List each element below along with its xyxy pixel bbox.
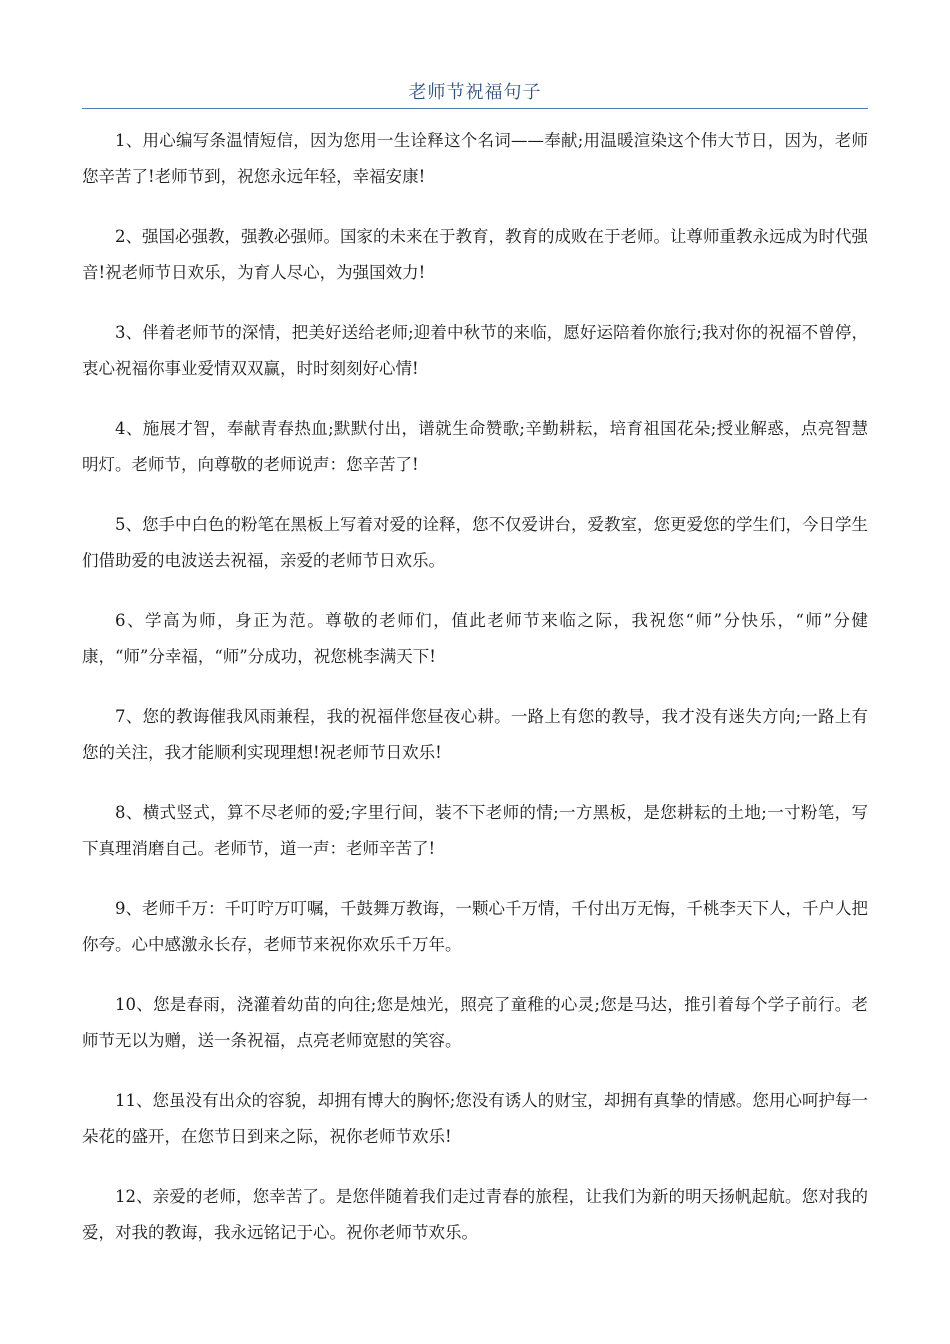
paragraph-6: 6、学高为师，身正为范。尊敬的老师们，值此老师节来临之际，我祝您“师”分快乐，“师”分健康，“师”分幸福，“师”分成功，祝您桃李满天下! [82,611,868,666]
paragraph-7: 7、您的教诲催我风雨兼程，我的祝福伴您昼夜心耕。一路上有您的教导，我才没有迷失方向;一路上有您的关注，我才能顺利实现理想!祝老师节日欢乐! [82,707,868,762]
paragraph-1: 1、用心编写条温情短信，因为您用一生诠释这个名词——奉献;用温暖渲染这个伟大节日，因为，老师您辛苦了!老师节到，祝您永远年轻，幸福安康! [82,131,868,186]
title-underline [82,108,868,109]
paragraph-10: 10、您是春雨，浇灌着幼苗的向往;您是烛光，照亮了童稚的心灵;您是马达，推引着每个学子前行。老师节无以为赠，送一条祝福，点亮老师宽慰的笑容。 [82,995,868,1050]
paragraph-11: 11、您虽没有出众的容貌，却拥有博大的胸怀;您没有诱人的财宝，却拥有真挚的情感。您用心呵护每一朵花的盛开，在您节日到来之际，祝你老师节欢乐! [82,1091,868,1146]
document-title: 老师节祝福句子 [408,82,542,103]
paragraph-8: 8、横式竖式，算不尽老师的爱;字里行间，装不下老师的情;一方黑板，是您耕耘的土地;一寸粉笔，写下真理消磨自己。老师节，道一声：老师辛苦了! [82,803,868,858]
paragraph-9: 9、老师千万：千叮咛万叮嘱，千鼓舞万教诲，一颗心千万情，千付出万无悔，千桃李天下人，千户人把你夸。心中感激永长存，老师节来祝你欢乐千万年。 [82,899,868,954]
paragraph-5: 5、您手中白色的粉笔在黑板上写着对爱的诠释，您不仅爱讲台，爱教室，您更爱您的学生们，今日学生们借助爱的电波送去祝福，亲爱的老师节日欢乐。 [82,515,868,570]
paragraph-12: 12、亲爱的老师，您幸苦了。是您伴随着我们走过青春的旅程，让我们为新的明天扬帆起航。您对我的爱，对我的教诲，我永远铭记于心。祝你老师节欢乐。 [82,1187,868,1242]
paragraph-list [82,123,868,1275]
paragraph-2: 2、强国必强教，强教必强师。国家的未来在于教育，教育的成败在于老师。让尊师重教永远成为时代强音!祝老师节日欢乐，为育人尽心，为强国效力! [82,227,868,282]
paragraph-4: 4、施展才智，奉献青春热血;默默付出，谱就生命赞歌;辛勤耕耘，培育祖国花朵;授业解惑，点亮智慧明灯。老师节，向尊敬的老师说声：您辛苦了! [82,419,868,474]
paragraph-3: 3、伴着老师节的深情，把美好送给老师;迎着中秋节的来临，愿好运陪着你旅行;我对你的祝福不曾停，衷心祝福你事业爱情双双赢，时时刻刻好心情! [82,323,868,378]
